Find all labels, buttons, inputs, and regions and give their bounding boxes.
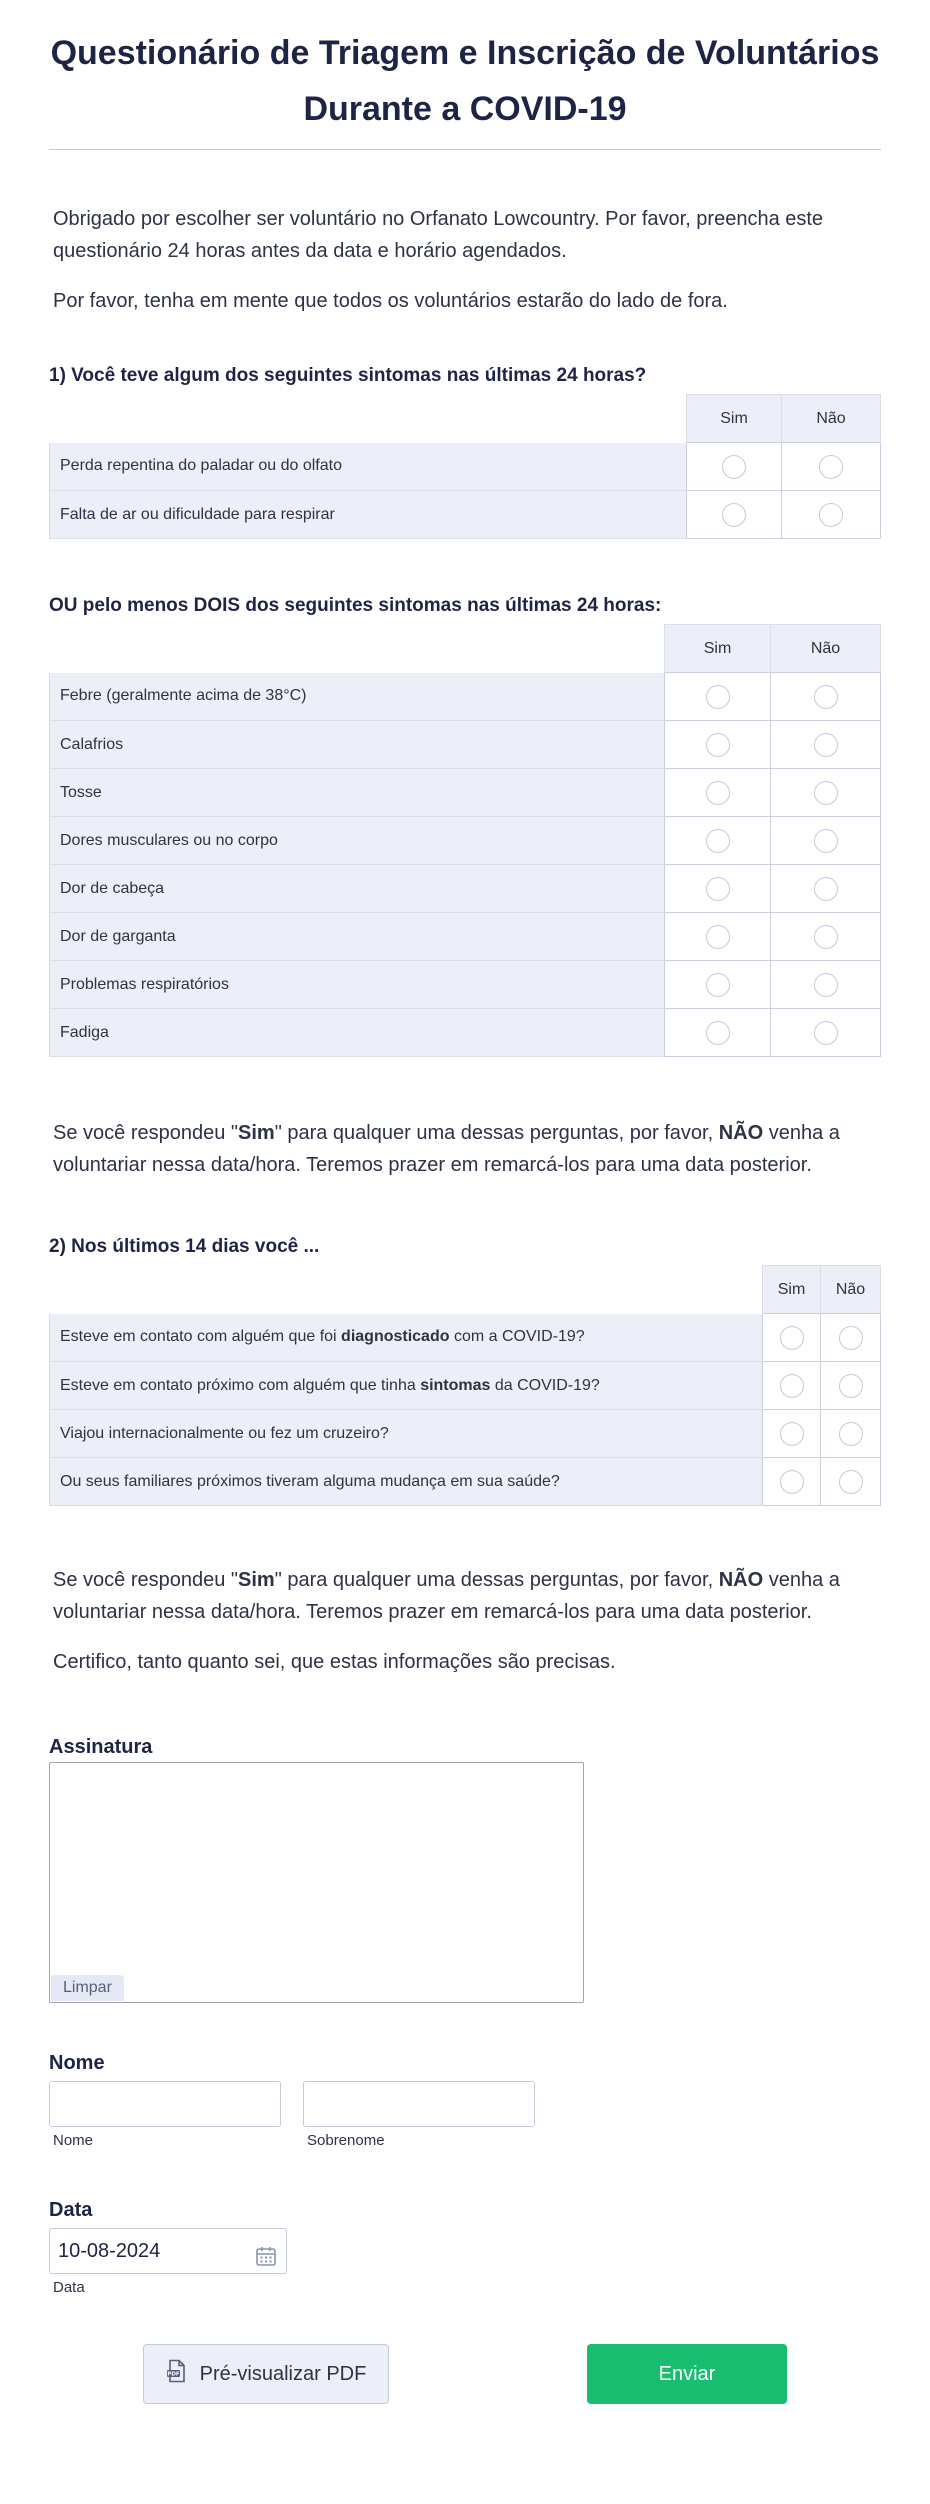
notice-text: venha a voluntariar nessa data/hora. Teremos prazer em remarcá-los para uma data posterior. bbox=[53, 1122, 840, 1176]
matrix-corner bbox=[50, 395, 687, 443]
yes-cell bbox=[665, 817, 771, 865]
matrix-row bbox=[50, 1009, 881, 1057]
notice-paragraph-2 bbox=[49, 1564, 881, 1628]
yes-cell bbox=[763, 1458, 821, 1506]
no-radio[interactable] bbox=[814, 1021, 838, 1045]
signature-pad[interactable] bbox=[49, 1762, 584, 2003]
first-name-sublabel: Nome bbox=[53, 2132, 94, 2149]
no-cell bbox=[771, 769, 881, 817]
first-name-input[interactable] bbox=[49, 2081, 281, 2127]
yes-cell bbox=[687, 491, 782, 539]
matrix-row bbox=[50, 721, 881, 769]
question-1b-title: OU pelo menos DOIS dos seguintes sintomas nas últimas 24 horas: bbox=[49, 595, 662, 616]
no-radio[interactable] bbox=[814, 781, 838, 805]
notice-text: " para qualquer uma dessas perguntas, por favor, bbox=[274, 1122, 719, 1144]
yes-cell bbox=[763, 1314, 821, 1362]
no-radio[interactable] bbox=[814, 733, 838, 757]
yes-radio[interactable] bbox=[706, 877, 730, 901]
matrix-row bbox=[50, 961, 881, 1009]
no-radio[interactable] bbox=[839, 1422, 863, 1446]
name-label: Nome bbox=[49, 2052, 105, 2074]
matrix-row bbox=[50, 1458, 881, 1506]
matrix-corner bbox=[50, 625, 665, 673]
date-sublabel: Data bbox=[53, 2279, 85, 2296]
no-cell bbox=[782, 491, 881, 539]
no-radio[interactable] bbox=[814, 925, 838, 949]
yes-cell bbox=[665, 865, 771, 913]
yes-radio[interactable] bbox=[706, 829, 730, 853]
question-1-title: 1) Você teve algum dos seguintes sintomas nas últimas 24 horas? bbox=[49, 365, 647, 386]
column-header-yes: Sim bbox=[763, 1266, 821, 1314]
yes-cell bbox=[665, 961, 771, 1009]
yes-radio[interactable] bbox=[780, 1422, 804, 1446]
notice-text: Se você respondeu " bbox=[53, 1569, 238, 1591]
yes-cell bbox=[763, 1362, 821, 1410]
matrix-row-label bbox=[50, 1410, 763, 1458]
no-cell bbox=[771, 1009, 881, 1057]
matrix-row bbox=[50, 1314, 881, 1362]
question-1b-matrix bbox=[49, 624, 881, 1057]
question-2-matrix bbox=[49, 1265, 881, 1506]
yes-radio[interactable] bbox=[706, 925, 730, 949]
date-input[interactable] bbox=[49, 2228, 287, 2274]
date-value: 10-08-2024 bbox=[58, 2240, 161, 2262]
column-header-no: Não bbox=[771, 625, 881, 673]
no-cell bbox=[821, 1314, 881, 1362]
signature-field bbox=[49, 1734, 881, 2003]
row-label-text: Esteve em contato próximo com alguém que tinha bbox=[60, 1376, 421, 1394]
notice-nao-emphasis: NÃO bbox=[718, 1569, 764, 1591]
matrix-row-label: Dor de cabeça bbox=[50, 865, 665, 913]
yes-cell bbox=[665, 1009, 771, 1057]
yes-radio[interactable] bbox=[722, 503, 746, 527]
matrix-row bbox=[50, 1410, 881, 1458]
matrix-corner bbox=[50, 1266, 763, 1314]
matrix-row-label: Problemas respiratórios bbox=[50, 961, 665, 1009]
name-field bbox=[49, 2050, 881, 2149]
no-radio[interactable] bbox=[839, 1470, 863, 1494]
matrix-row-label bbox=[50, 1458, 763, 1506]
yes-radio[interactable] bbox=[706, 973, 730, 997]
svg-text:PDF: PDF bbox=[166, 2371, 180, 2378]
submit-button[interactable]: Enviar bbox=[587, 2344, 787, 2404]
matrix-row-label: Dor de garganta bbox=[50, 913, 665, 961]
row-label-text: Esteve em contato com alguém que foi bbox=[60, 1328, 342, 1346]
no-radio[interactable] bbox=[839, 1326, 863, 1350]
matrix-row-label: Calafrios bbox=[50, 721, 665, 769]
yes-radio[interactable] bbox=[706, 781, 730, 805]
notice-text: venha a voluntariar nessa data/hora. Teremos prazer em remarcá-los para uma data posterior. bbox=[53, 1569, 840, 1623]
yes-radio[interactable] bbox=[780, 1326, 804, 1350]
notice-text: Se você respondeu " bbox=[53, 1122, 238, 1144]
preview-pdf-button[interactable] bbox=[143, 2344, 389, 2404]
matrix-row bbox=[50, 491, 881, 539]
no-radio[interactable] bbox=[814, 973, 838, 997]
matrix-row bbox=[50, 769, 881, 817]
column-header-yes: Sim bbox=[665, 625, 771, 673]
no-cell bbox=[821, 1362, 881, 1410]
matrix-row-label bbox=[50, 1314, 763, 1362]
yes-cell bbox=[665, 913, 771, 961]
yes-cell bbox=[687, 443, 782, 491]
notice-nao-emphasis: NÃO bbox=[718, 1122, 764, 1144]
no-cell bbox=[771, 721, 881, 769]
no-cell bbox=[771, 961, 881, 1009]
form-actions bbox=[49, 2344, 881, 2504]
yes-radio[interactable] bbox=[706, 733, 730, 757]
row-label-text: Viajou internacionalmente ou fez um cruzeiro? bbox=[60, 1424, 389, 1442]
date-label: Data bbox=[49, 2199, 93, 2221]
question-1-matrix bbox=[49, 394, 881, 539]
notice-text: " para qualquer uma dessas perguntas, por favor, bbox=[274, 1569, 719, 1591]
matrix-row-label: Dores musculares ou no corpo bbox=[50, 817, 665, 865]
no-radio[interactable] bbox=[839, 1374, 863, 1398]
intro-paragraph-2: Por favor, tenha em mente que todos os voluntários estarão do lado de fora. bbox=[53, 290, 728, 312]
notice-sim-emphasis: Sim bbox=[238, 1122, 275, 1144]
row-label-text: da COVID-19? bbox=[490, 1376, 600, 1394]
matrix-row bbox=[50, 865, 881, 913]
calendar-icon[interactable] bbox=[254, 2240, 278, 2284]
matrix-row bbox=[50, 913, 881, 961]
no-cell bbox=[771, 913, 881, 961]
matrix-row bbox=[50, 673, 881, 721]
matrix-row-label: Falta de ar ou dificuldade para respirar bbox=[50, 491, 687, 539]
no-cell bbox=[771, 673, 881, 721]
question-2-title: 2) Nos últimos 14 dias você ... bbox=[49, 1236, 320, 1257]
yes-cell bbox=[763, 1410, 821, 1458]
clear-signature-button[interactable]: Limpar bbox=[51, 1975, 124, 2001]
matrix-row bbox=[50, 1362, 881, 1410]
column-header-yes: Sim bbox=[687, 395, 782, 443]
yes-radio[interactable] bbox=[780, 1374, 804, 1398]
matrix-row-label bbox=[50, 1362, 763, 1410]
yes-radio[interactable] bbox=[780, 1470, 804, 1494]
form-title-line2: Durante a COVID-19 bbox=[303, 90, 627, 128]
no-radio[interactable] bbox=[819, 503, 843, 527]
row-label-text: Ou seus familiares próximos tiveram alguma mudança em sua saúde? bbox=[60, 1472, 560, 1490]
row-label-emphasis: diagnosticado bbox=[341, 1328, 450, 1346]
matrix-row-label: Febre (geralmente acima de 38°C) bbox=[50, 673, 665, 721]
pdf-document-icon bbox=[166, 2359, 188, 2389]
yes-radio[interactable] bbox=[722, 455, 746, 479]
column-header-no: Não bbox=[821, 1266, 881, 1314]
matrix-row-label: Perda repentina do paladar ou do olfato bbox=[50, 443, 687, 491]
no-radio[interactable] bbox=[814, 877, 838, 901]
question-2 bbox=[49, 1234, 881, 1506]
preview-pdf-label: Pré-visualizar PDF bbox=[199, 2362, 367, 2385]
no-cell bbox=[771, 817, 881, 865]
question-1 bbox=[49, 363, 881, 539]
yes-cell bbox=[665, 721, 771, 769]
matrix-row-label: Tosse bbox=[50, 769, 665, 817]
yes-cell bbox=[665, 673, 771, 721]
row-label-text: com a COVID-19? bbox=[449, 1328, 585, 1346]
certify-paragraph: Certifico, tanto quanto sei, que estas informações são precisas. bbox=[53, 1651, 616, 1673]
column-header-no: Não bbox=[782, 395, 881, 443]
no-radio[interactable] bbox=[819, 455, 843, 479]
date-field bbox=[49, 2197, 881, 2296]
notice-paragraph-1 bbox=[49, 1117, 881, 1181]
yes-cell bbox=[665, 769, 771, 817]
no-cell bbox=[821, 1458, 881, 1506]
matrix-row-label: Fadiga bbox=[50, 1009, 665, 1057]
last-name-input[interactable] bbox=[303, 2081, 535, 2127]
form-title bbox=[49, 0, 881, 150]
last-name-sublabel: Sobrenome bbox=[307, 2132, 385, 2149]
no-radio[interactable] bbox=[814, 829, 838, 853]
no-cell bbox=[771, 865, 881, 913]
form-title-line1: Questionário de Triagem e Inscrição de Voluntários bbox=[50, 34, 880, 72]
no-cell bbox=[821, 1410, 881, 1458]
question-1b bbox=[49, 593, 881, 1057]
row-label-emphasis: sintomas bbox=[420, 1376, 491, 1394]
yes-radio[interactable] bbox=[706, 1021, 730, 1045]
matrix-row bbox=[50, 443, 881, 491]
notice-sim-emphasis: Sim bbox=[238, 1569, 275, 1591]
signature-label: Assinatura bbox=[49, 1736, 153, 1758]
matrix-row bbox=[50, 817, 881, 865]
intro-paragraph-1: Obrigado por escolher ser voluntário no Orfanato Lowcountry. Por favor, preencha este questionário 24 horas antes da data e horário agendados. bbox=[53, 208, 824, 262]
intro-section bbox=[49, 203, 881, 317]
yes-radio[interactable] bbox=[706, 685, 730, 709]
no-radio[interactable] bbox=[814, 685, 838, 709]
no-cell bbox=[782, 443, 881, 491]
